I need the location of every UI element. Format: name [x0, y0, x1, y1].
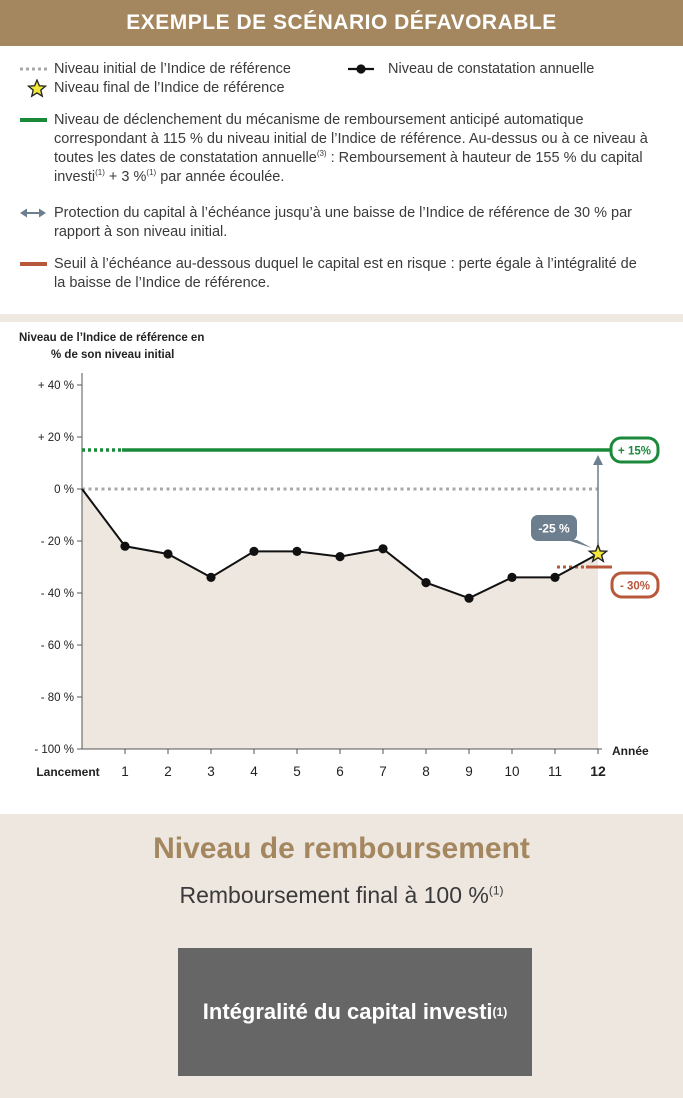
x-tick-label: 3 — [207, 764, 215, 779]
trigger-label: + 15% — [618, 445, 651, 458]
orange-line-icon — [20, 255, 50, 274]
x-tick-label: 12 — [590, 763, 606, 779]
data-point — [120, 542, 129, 551]
y-tick-label: - 60 % — [40, 640, 74, 652]
legend — [0, 46, 683, 314]
legend-protection: Protection du capital à l’échéance jusqu’à une baisse de l’Indice de référence de 30 % par rapport à son niveau initial. — [20, 204, 680, 244]
legend-threshold: Seuil à l’échéance au-dessous duquel le capital est en risque : perte égale à l’intégralité de la baisse de l’Indice de référence. — [20, 255, 680, 295]
line-dot-icon — [348, 60, 378, 79]
data-point — [507, 573, 516, 582]
x-tick-label: 7 — [379, 764, 387, 779]
x-tick-label: 10 — [504, 764, 520, 779]
area-fill — [82, 489, 598, 749]
x-tick-label: 8 — [422, 764, 430, 779]
data-point — [335, 552, 344, 561]
result-box: Intégralité du capital investi (1) — [178, 948, 532, 1076]
y-tick-label: - 100 % — [34, 744, 74, 756]
y-tick-label: 0 % — [54, 484, 74, 496]
x-axis-title: Année — [612, 744, 649, 758]
star-icon — [20, 79, 50, 98]
data-point — [292, 547, 301, 556]
y-tick-label: + 20 % — [37, 432, 74, 444]
threshold-label: - 30% — [619, 580, 651, 593]
legend-trigger: Niveau de déclenchement du mécanisme de remboursement anticipé automatique correspondant à 115 % du niveau initial de l’Indice de référence. Au-dessus ou à ce niveau à toutes les dates de constatation annuelle$^{(3)}$ : Remboursement à hauteur de 155 % du capital investi$^{(1)}$ + 3 %$^{(1)}$ par année écoulée. — [20, 111, 680, 191]
repayment-subtitle: Remboursement final à 100 %$^{(1)}$ — [179, 882, 504, 908]
data-point — [464, 594, 473, 603]
data-point — [163, 549, 172, 558]
chart — [0, 314, 683, 814]
final-callout-tail — [567, 540, 592, 548]
x-tick-label: 4 — [250, 764, 258, 779]
repayment-title: Niveau de remboursement — [153, 832, 530, 865]
y-tick-label: - 40 % — [40, 588, 74, 600]
x-tick-label: 6 — [336, 764, 344, 779]
legend-initial-level: Niveau initial de l’Indice de référence — [20, 60, 350, 80]
gap-arrow-head — [593, 455, 603, 465]
final-label: -25 % — [538, 521, 570, 536]
x-tick-label: 11 — [547, 764, 563, 779]
y-axis-title: Niveau de l’Indice de référence en % de son niveau initial — [19, 332, 205, 361]
data-point — [550, 573, 559, 582]
data-point — [249, 547, 258, 556]
x-tick-label: 2 — [164, 764, 172, 779]
x-tick-label: 9 — [465, 764, 473, 779]
green-line-icon — [20, 111, 50, 130]
x-tick-label: Lancement — [36, 765, 100, 779]
y-tick-label: - 80 % — [40, 692, 74, 704]
dotted-line-icon — [20, 60, 50, 79]
legend-annual-level: Niveau de constatation annuelle — [348, 60, 668, 80]
y-tick-label: - 20 % — [40, 536, 74, 548]
data-point — [421, 578, 430, 587]
data-point — [378, 544, 387, 553]
page-title: EXEMPLE DE SCÉNARIO DÉFAVORABLE — [0, 0, 683, 46]
legend-final-level: Niveau final de l’Indice de référence — [20, 79, 350, 99]
data-point — [206, 573, 215, 582]
x-tick-label: 1 — [121, 764, 129, 779]
y-tick-label: + 40 % — [37, 380, 74, 392]
x-tick-label: 5 — [293, 764, 301, 779]
double-arrow-icon — [20, 204, 50, 223]
